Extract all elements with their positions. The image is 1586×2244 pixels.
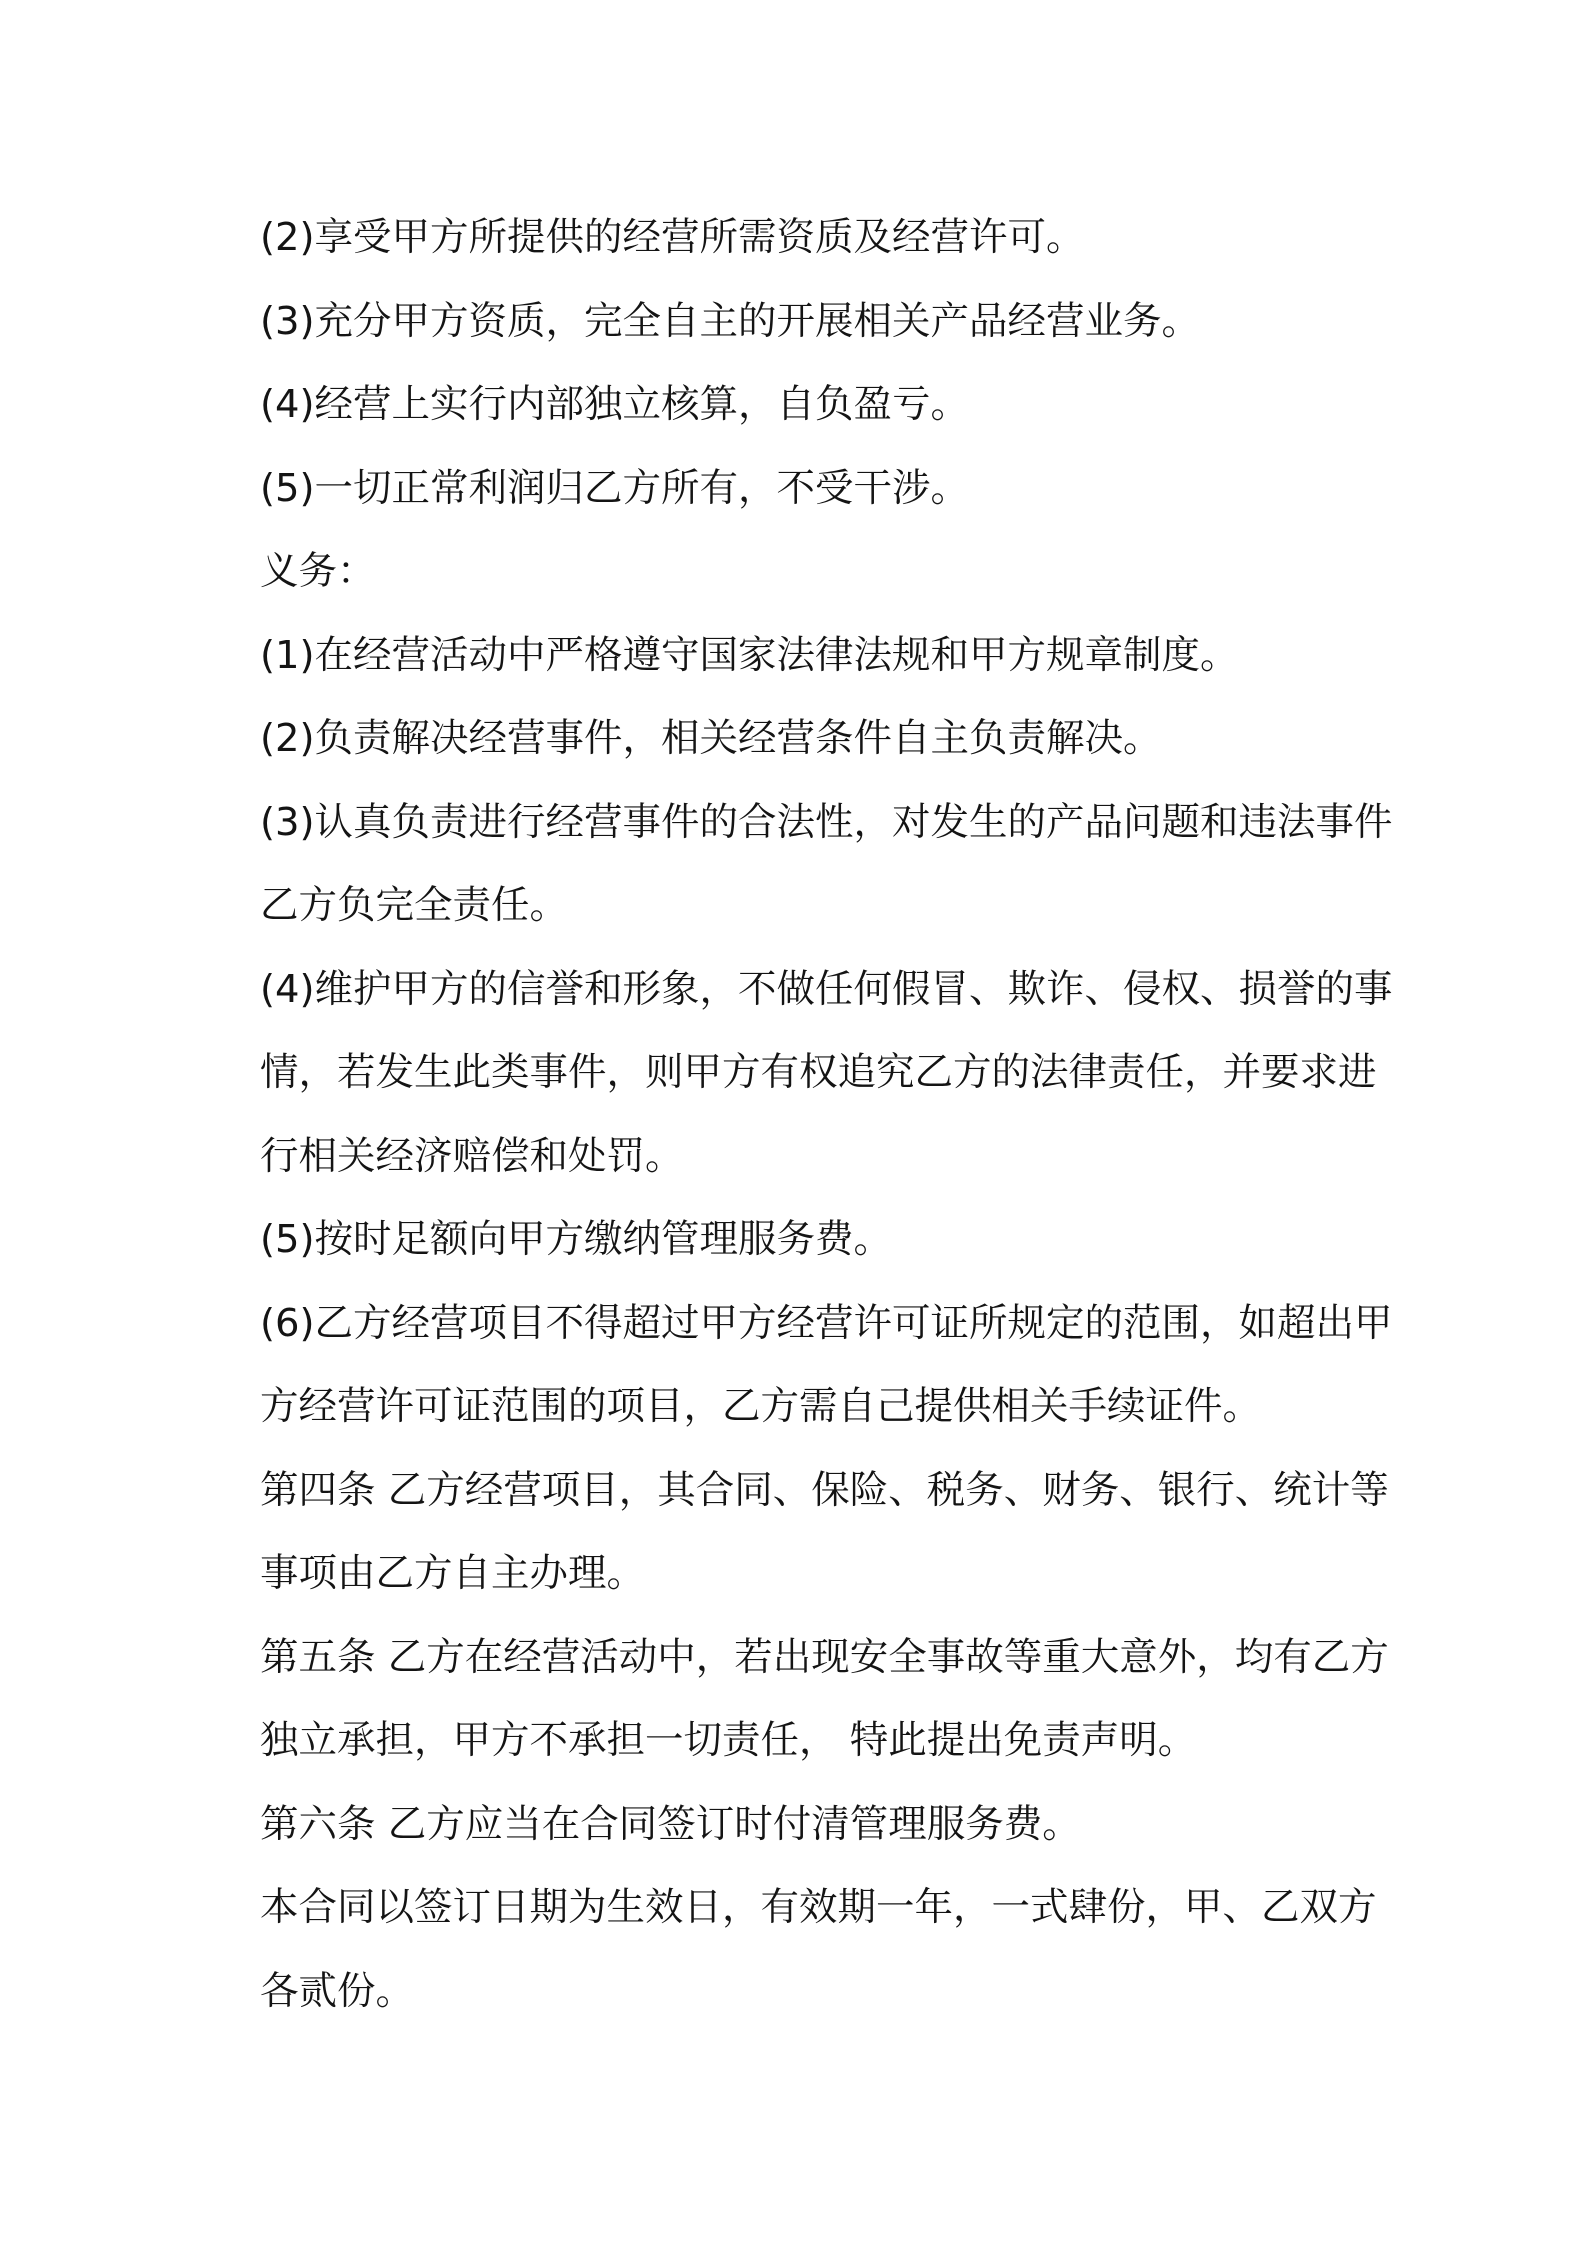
text-line: 情，若发生此类事件，则甲方有权追究乙方的法律责任，并要求进 xyxy=(260,1050,1377,1095)
text-line: (4)维护甲方的信誉和形象，不做任何假冒、欺诈、侵权、损誉的事 xyxy=(260,966,1393,1012)
text-line: (2)享受甲方所提供的经营所需资质及经营许可。 xyxy=(260,215,1085,260)
article-line: 第四条 乙方经营项目，其合同、保险、税务、财务、银行、统计等 xyxy=(260,1467,1389,1513)
text-line: (4)经营上实行内部独立核算，自负盈亏。 xyxy=(260,382,970,427)
section-heading: 义务： xyxy=(260,549,376,594)
text-line: 独立承担，甲方不承担一切责任， 特此提出免责声明。 xyxy=(260,1718,1197,1763)
article-line: 第五条 乙方在经营活动中，若出现安全事故等重大意外，均有乙方 xyxy=(260,1634,1389,1680)
text-line: (2)负责解决经营事件，相关经营条件自主负责解决。 xyxy=(260,716,1162,761)
text-line: 乙方负完全责任。 xyxy=(260,883,569,928)
text-line: (1)在经营活动中严格遵守国家法律法规和甲方规章制度。 xyxy=(260,632,1239,678)
text-line: (5)按时足额向甲方缴纳管理服务费。 xyxy=(260,1217,893,1262)
text-line: (3)充分甲方资质，完全自主的开展相关产品经营业务。 xyxy=(260,298,1201,344)
document-body xyxy=(260,196,1393,2033)
text-line: (5)一切正常利润归乙方所有，不受干涉。 xyxy=(260,465,970,511)
text-line: 各贰份。 xyxy=(260,1968,415,2014)
text-line: 行相关经济赔偿和处罚。 xyxy=(260,1133,684,1179)
article-line: 第六条 乙方应当在合同签订时付清管理服务费。 xyxy=(260,1801,1081,1847)
text-line: (6)乙方经营项目不得超过甲方经营许可证所规定的范围，如超出甲 xyxy=(260,1300,1393,1346)
text-line: 事项由乙方自主办理。 xyxy=(260,1551,646,1596)
text-line: 本合同以签订日期为生效日，有效期一年，一式肆份，甲、乙双方 xyxy=(260,1885,1377,1930)
text-line: 方经营许可证范围的项目，乙方需自己提供相关手续证件。 xyxy=(260,1384,1262,1429)
text-line: (3)认真负责进行经营事件的合法性，对发生的产品问题和违法事件 xyxy=(260,799,1393,845)
